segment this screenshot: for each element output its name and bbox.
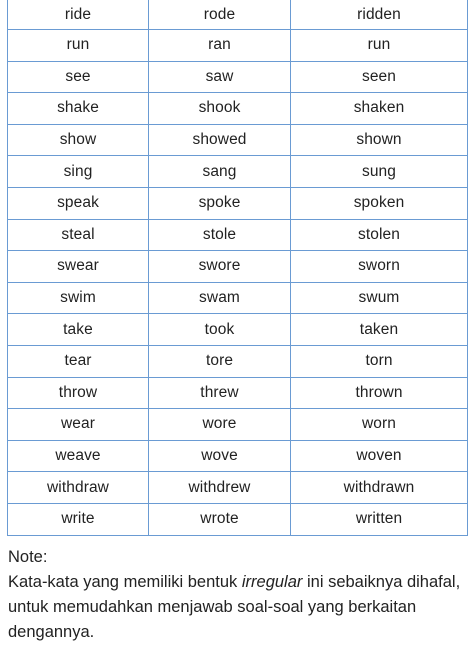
note-body — [8, 570, 470, 645]
base-form-cell: swim — [8, 282, 149, 314]
table-row — [8, 440, 468, 472]
base-form-cell: throw — [8, 377, 149, 409]
base-form-cell: take — [8, 314, 149, 346]
base-form-cell: ride — [8, 0, 149, 30]
past-tense-cell: spoke — [149, 187, 291, 219]
past-participle-cell: withdrawn — [291, 472, 468, 504]
base-form-cell: show — [8, 124, 149, 156]
past-tense-cell: showed — [149, 124, 291, 156]
past-tense-cell: rode — [149, 0, 291, 30]
base-form-cell: speak — [8, 187, 149, 219]
base-form-cell: see — [8, 61, 149, 93]
note-section — [8, 545, 470, 645]
past-tense-cell: took — [149, 314, 291, 346]
base-form-cell: sing — [8, 156, 149, 188]
table-row — [8, 61, 468, 93]
past-participle-cell: worn — [291, 409, 468, 441]
table-row — [8, 0, 468, 30]
table-row — [8, 314, 468, 346]
base-form-cell: swear — [8, 251, 149, 283]
table-row — [8, 282, 468, 314]
verb-table-body — [8, 0, 468, 535]
past-tense-cell: swore — [149, 251, 291, 283]
past-tense-cell: threw — [149, 377, 291, 409]
base-form-cell: run — [8, 30, 149, 62]
past-participle-cell: ridden — [291, 0, 468, 30]
base-form-cell: shake — [8, 93, 149, 125]
table-row — [8, 251, 468, 283]
irregular-verbs-table — [7, 0, 468, 536]
note-title: Note: — [8, 548, 48, 566]
table-row — [8, 503, 468, 535]
note-emphasis: irregular — [241, 573, 303, 591]
past-participle-cell: sung — [291, 156, 468, 188]
past-participle-cell: taken — [291, 314, 468, 346]
table-row — [8, 30, 468, 62]
table-row — [8, 409, 468, 441]
past-participle-cell: woven — [291, 440, 468, 472]
past-participle-cell: torn — [291, 345, 468, 377]
base-form-cell: weave — [8, 440, 149, 472]
past-participle-cell: run — [291, 30, 468, 62]
past-tense-cell: shook — [149, 93, 291, 125]
past-tense-cell: withdrew — [149, 472, 291, 504]
past-tense-cell: ran — [149, 30, 291, 62]
past-tense-cell: saw — [149, 61, 291, 93]
past-participle-cell: shown — [291, 124, 468, 156]
past-tense-cell: sang — [149, 156, 291, 188]
past-tense-cell: wove — [149, 440, 291, 472]
table-row — [8, 345, 468, 377]
base-form-cell: wear — [8, 409, 149, 441]
table-row — [8, 124, 468, 156]
past-participle-cell: stolen — [291, 219, 468, 251]
past-participle-cell: shaken — [291, 93, 468, 125]
past-participle-cell: seen — [291, 61, 468, 93]
table-row — [8, 187, 468, 219]
past-participle-cell: swum — [291, 282, 468, 314]
note-text-after: ini sebaiknya dihafal, untuk memudahkan menjawab soal-soal yang berkaitan dengannya. — [8, 573, 461, 641]
table-row — [8, 472, 468, 504]
past-tense-cell: tore — [149, 345, 291, 377]
base-form-cell: steal — [8, 219, 149, 251]
table-row — [8, 93, 468, 125]
table-row — [8, 156, 468, 188]
base-form-cell: withdraw — [8, 472, 149, 504]
table-row — [8, 219, 468, 251]
past-tense-cell: stole — [149, 219, 291, 251]
past-tense-cell: wrote — [149, 503, 291, 535]
past-participle-cell: thrown — [291, 377, 468, 409]
note-text-before: Kata-kata yang memiliki bentuk — [8, 573, 242, 591]
base-form-cell: write — [8, 503, 149, 535]
past-participle-cell: sworn — [291, 251, 468, 283]
table-row — [8, 377, 468, 409]
past-participle-cell: written — [291, 503, 468, 535]
past-tense-cell: wore — [149, 409, 291, 441]
past-tense-cell: swam — [149, 282, 291, 314]
base-form-cell: tear — [8, 345, 149, 377]
past-participle-cell: spoken — [291, 187, 468, 219]
